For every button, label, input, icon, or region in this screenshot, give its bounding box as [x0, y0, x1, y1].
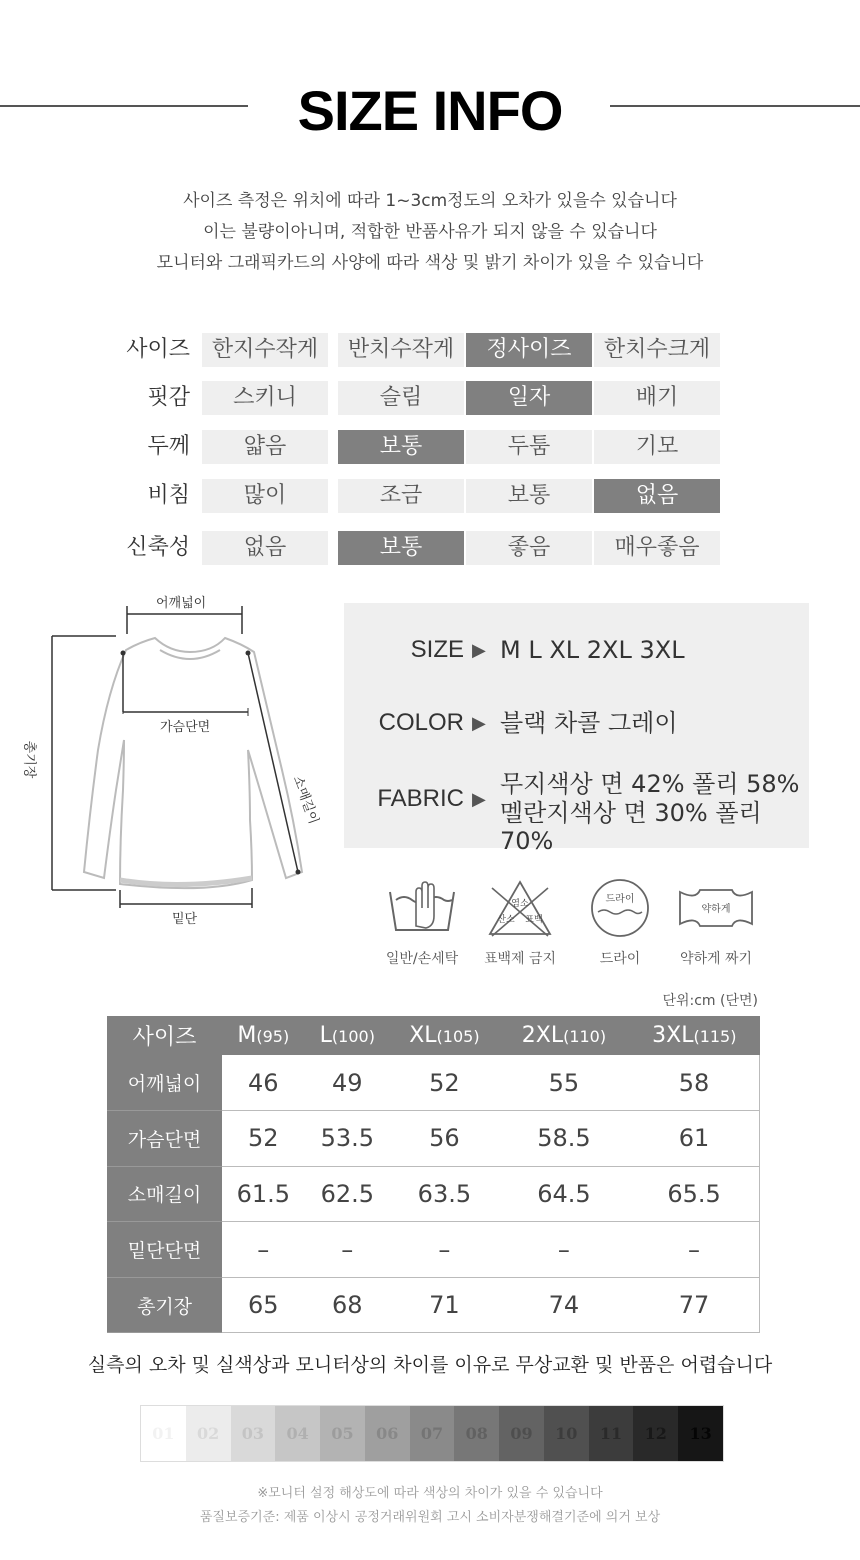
no-bleach-icon [480, 878, 560, 938]
size-number: (115) [693, 1027, 737, 1046]
rating-option: 기모 [594, 430, 720, 464]
size-notes [0, 186, 860, 279]
rating-label: 비침 [147, 483, 190, 508]
note-line: 이는 불량이아니며, 적합한 반품사유가 되지 않을 수 있습니다 [203, 222, 657, 242]
size-table [107, 1016, 760, 1333]
rating-row [110, 430, 730, 464]
table-cell: – [390, 1222, 499, 1278]
footer-note: ※모니터 설정 해상도에 따라 색상의 차이가 있을 수 있습니다 [257, 1486, 603, 1501]
rating-option: 배기 [594, 381, 720, 415]
table-row [107, 1111, 760, 1167]
table-cell: 49 [305, 1055, 390, 1111]
rating-label: 두께 [147, 434, 190, 459]
table-cell: 46 [222, 1055, 305, 1111]
table-cell: 61.5 [222, 1166, 305, 1222]
fabric-value-melange: 멜란지색상 면 30% 폴리 70% [500, 799, 762, 855]
gentle-wring-icon [676, 878, 756, 938]
gray-swatch: 06 [365, 1406, 410, 1461]
table-cell: 61 [629, 1111, 759, 1167]
table-cell: 77 [629, 1277, 759, 1333]
unit-note: 단위:cm (단면) [662, 993, 758, 1009]
rating-option: 매우좋음 [594, 531, 720, 565]
table-header-row [107, 1016, 760, 1055]
table-cell: 65.5 [629, 1166, 759, 1222]
table-cell: 53.5 [305, 1111, 390, 1167]
gray-swatch: 04 [275, 1406, 320, 1461]
table-cell: 52 [222, 1111, 305, 1167]
column-header [390, 1016, 499, 1055]
table-cell: 56 [390, 1111, 499, 1167]
table-corner-label: 사이즈 [107, 1016, 222, 1055]
rating-option: 얇음 [202, 430, 328, 464]
care-label: 드라이 [599, 951, 641, 967]
color-key: COLOR [378, 709, 464, 736]
gray-swatch: 01 [141, 1406, 186, 1461]
fabric-value-solid: 무지색상 면 42% 폴리 58% [500, 770, 800, 798]
column-header [305, 1016, 390, 1055]
care-no-bleach [470, 878, 570, 968]
rating-option: 한치수크게 [594, 333, 720, 367]
table-cell: – [222, 1222, 305, 1278]
rating-option: 보통 [466, 479, 592, 513]
fabric-key: FABRIC [377, 785, 464, 812]
table-body [107, 1055, 760, 1333]
rating-label: 사이즈 [126, 337, 190, 362]
grayscale-swatch-bar [140, 1405, 724, 1462]
rating-option: 두툼 [466, 430, 592, 464]
gray-swatch: 10 [544, 1406, 589, 1461]
rating-option-selected: 정사이즈 [466, 333, 592, 367]
table-cell: 71 [390, 1277, 499, 1333]
table-row [107, 1222, 760, 1278]
size-number: (110) [563, 1027, 607, 1046]
chest-label: 가슴단면 [160, 720, 211, 735]
bleach-text-2: 산소 [497, 915, 515, 925]
table-cell: – [305, 1222, 390, 1278]
table-cell: 55 [499, 1055, 629, 1111]
rating-option-selected: 일자 [466, 381, 592, 415]
spec-box [344, 603, 809, 855]
size-value: M L XL 2XL 3XL [500, 636, 685, 664]
hem-label: 밑단 [172, 912, 198, 927]
table-cell: 64.5 [499, 1166, 629, 1222]
sweatshirt-outline-icon [20, 590, 340, 930]
rating-option: 스키니 [202, 381, 328, 415]
care-label: 표백제 금지 [483, 951, 557, 967]
rating-option: 조금 [338, 479, 464, 513]
rating-option-selected: 보통 [338, 531, 464, 565]
wring-text: 약하게 [701, 904, 731, 915]
table-cell: 74 [499, 1277, 629, 1333]
bleach-text-1: 염소 [511, 899, 529, 909]
size-number: (105) [436, 1027, 480, 1046]
total-length-label: 총기장 [21, 740, 37, 779]
rating-label: 신축성 [126, 535, 190, 560]
gray-swatch: 05 [320, 1406, 365, 1461]
rating-option: 좋음 [466, 531, 592, 565]
care-hand-wash [372, 878, 472, 968]
table-cell: 65 [222, 1277, 305, 1333]
rating-option: 반치수작게 [338, 333, 464, 367]
rating-option: 많이 [202, 479, 328, 513]
row-label: 밑단단면 [107, 1222, 222, 1278]
rating-option: 한지수작게 [202, 333, 328, 367]
gray-swatch: 11 [589, 1406, 634, 1461]
dry-text: 드라이 [605, 894, 635, 905]
rating-option-selected: 없음 [594, 479, 720, 513]
size-key: SIZE [410, 636, 464, 663]
rating-option: 슬림 [338, 381, 464, 415]
gray-swatch: 13 [678, 1406, 723, 1461]
table-cell: 68 [305, 1277, 390, 1333]
bleach-text-3: 표백 [525, 915, 543, 925]
page-title: SIZE INFO [297, 79, 563, 142]
size-name: 3XL [652, 1023, 694, 1048]
dry-clean-icon [580, 878, 660, 938]
sleeve-label: 소매길이 [289, 774, 321, 827]
gray-swatch: 08 [454, 1406, 499, 1461]
rating-option: 없음 [202, 531, 328, 565]
rating-label: 핏감 [147, 385, 190, 410]
rating-row [110, 333, 730, 367]
column-header [499, 1016, 629, 1055]
column-header [222, 1016, 305, 1055]
table-cell: 58 [629, 1055, 759, 1111]
row-label: 총기장 [107, 1277, 222, 1333]
care-label: 일반/손세탁 [385, 951, 459, 967]
table-row [107, 1277, 760, 1333]
size-number: (100) [331, 1027, 375, 1046]
size-number: (95) [256, 1027, 290, 1046]
row-label: 소매길이 [107, 1166, 222, 1222]
table-cell: – [629, 1222, 759, 1278]
row-label: 가슴단면 [107, 1111, 222, 1167]
care-gentle-wring [666, 878, 766, 968]
gray-swatch: 07 [410, 1406, 455, 1461]
table-cell: 63.5 [390, 1166, 499, 1222]
gray-swatch: 02 [186, 1406, 231, 1461]
arrow-icon: ▶ [472, 640, 486, 661]
table-cell: – [499, 1222, 629, 1278]
color-value: 블랙 차콜 그레이 [500, 709, 678, 737]
gray-swatch: 09 [499, 1406, 544, 1461]
rating-row [110, 479, 730, 513]
shoulder-label: 어깨넓이 [156, 596, 207, 611]
column-header [629, 1016, 759, 1055]
note-line: 모니터와 그래픽카드의 사양에 따라 색상 및 밝기 차이가 있을 수 있습니다 [156, 253, 704, 273]
size-name: 2XL [521, 1023, 564, 1048]
rating-row [110, 381, 730, 415]
arrow-icon: ▶ [472, 789, 486, 810]
size-name: L [319, 1023, 332, 1048]
size-name: M [237, 1023, 257, 1048]
gray-swatch: 03 [231, 1406, 276, 1461]
garment-diagram [20, 590, 340, 930]
table-cell: 52 [390, 1055, 499, 1111]
table-row [107, 1166, 760, 1222]
size-name: XL [409, 1023, 437, 1048]
table-cell: 58.5 [499, 1111, 629, 1167]
table-row [107, 1055, 760, 1111]
rating-row [110, 531, 730, 565]
row-label: 어깨넓이 [107, 1055, 222, 1111]
gray-swatch: 12 [633, 1406, 678, 1461]
arrow-icon: ▶ [472, 713, 486, 734]
care-label: 약하게 짜기 [679, 951, 753, 967]
hand-wash-icon [382, 878, 462, 938]
note-line: 사이즈 측정은 위치에 따라 1~3cm정도의 오차가 있을수 있습니다 [183, 191, 677, 211]
footer-warranty: 품질보증기준: 제품 이상시 공정거래위원회 고시 소비자분쟁해결기준에 의거 보상 [199, 1510, 661, 1525]
exchange-notice: 실측의 오차 및 실색상과 모니터상의 차이를 이유로 무상교환 및 반품은 어렵습니다 [87, 1354, 773, 1376]
rating-option-selected: 보통 [338, 430, 464, 464]
table-cell: 62.5 [305, 1166, 390, 1222]
care-dry-clean [570, 878, 670, 968]
